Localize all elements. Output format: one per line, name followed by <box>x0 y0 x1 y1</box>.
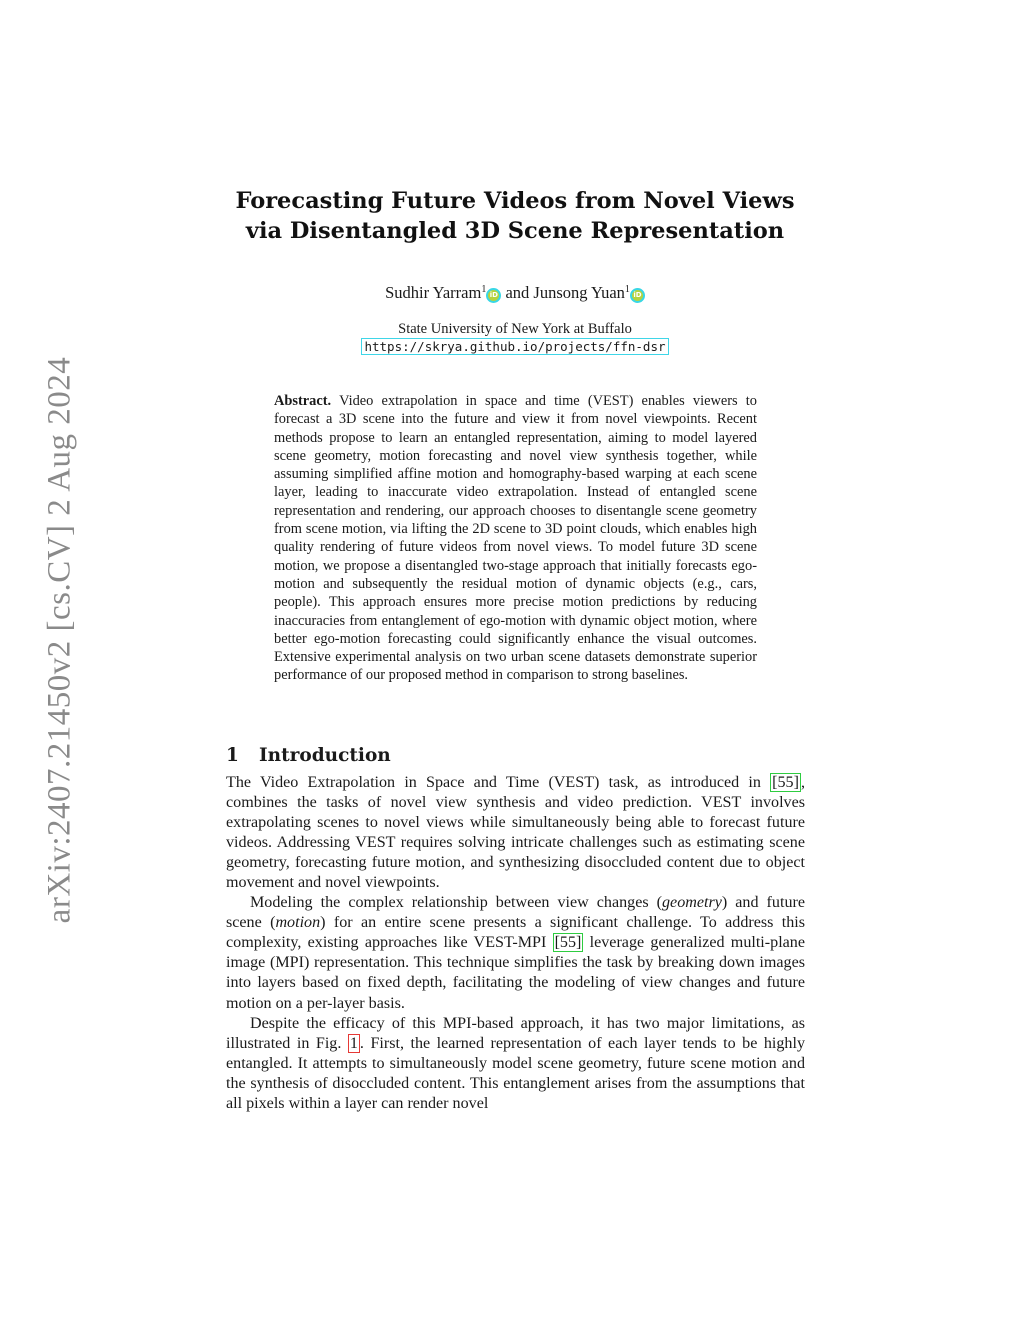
paper-title <box>200 186 830 246</box>
abstract-label: Abstract. <box>274 393 332 409</box>
citation-link[interactable]: [55] <box>772 774 799 791</box>
author-name: Junsong Yuan <box>533 283 625 302</box>
citation-link[interactable]: [55] <box>554 934 582 952</box>
affiliation-marker: 1 <box>481 284 487 295</box>
orcid-icon[interactable]: iD <box>631 289 644 302</box>
text-run: Modeling the complex relationship between view changes ( <box>250 894 662 912</box>
abstract <box>274 392 757 685</box>
project-url-link[interactable]: https://skrya.github.io/projects/ffn-dsr <box>361 338 668 355</box>
affiliation: State University of New York at Buffalo <box>398 321 632 337</box>
text-run: leverage generalized multi-plane image (MPI) representation. This technique simplifies the task by breaking down images into layers based on fixed depth, facilitating the modeling of view changes and future motion on a per-layer basis. <box>226 934 805 1012</box>
paragraph <box>226 1014 805 1114</box>
emphasis: motion <box>275 914 321 932</box>
text-run: The Video Extrapolation in Space and Time (VEST) task, as introduced in <box>226 774 771 791</box>
affiliation-marker: 1 <box>624 284 630 295</box>
paragraph <box>226 773 805 893</box>
text-run: , combines the tasks of novel view synthesis and video prediction. VEST involves extrapolating scenes to novel views while simultaneously being able to forecast future videos. Addressing VEST requires solving intricate challenges such as estimating scene geometry, forecasting future motion, and synthesizing disoccluded content due to object movement and novel viewpoints. <box>226 774 805 892</box>
title-line-2: via Disentangled 3D Scene Representation <box>245 218 785 244</box>
abstract-text: Video extrapolation in space and time (VEST) enables viewers to forecast a 3D scene into the future and view it from novel viewpoints. Recent methods propose to learn an entangled representation, aiming to model layered scene geometry, motion forecasting and novel view synthesis together, while assuming simplified affine motion and homography-based warping at each scene layer, leading to inaccurate video extrapolation. Instead of entangled scene representation and rendering, our approach chooses to disentangle scene geometry from scene motion, via lifting the 2D scene to 3D point clouds, which enables high quality rendering of future videos from novel views. To model future 3D scene motion, we propose a disentangled two-stage approach that initially forecasts ego-motion and subsequently the residual motion of dynamic objects (e.g., cars, people). This approach ensures more precise motion predictions by reducing inaccuracies from entanglement of ego-motion with dynamic object motion, where better ego-motion forecasting could significantly enhance the visual outcomes. Extensive experimental analysis on two urban scene datasets demonstrate superior performance of our proposed method in comparison to strong baselines. <box>274 393 757 684</box>
figure-ref-link[interactable]: 1 <box>349 1034 358 1052</box>
section-number: 1 <box>226 745 239 766</box>
text-run: Despite the efficacy of this MPI-based approach, it has two major limitations, as illustrated in Fig. <box>226 1014 805 1052</box>
emphasis: geometry <box>662 894 722 912</box>
title-line-1: Forecasting Future Videos from Novel Views <box>235 188 795 214</box>
text-run: ) and future scene ( <box>226 894 805 932</box>
body-text <box>226 773 805 1114</box>
paragraph <box>226 893 805 1013</box>
arxiv-identifier: arXiv:2407.21450v2 [cs.CV] 2 Aug 2024 <box>41 356 78 924</box>
text-run: . First, the learned representation of each layer tends to be highly entangled. It attempts to simultaneously model scene geometry, future scene motion and the synthesis of disoccluded content. This entanglement arises from the assumptions that all pixels within a layer can render novel <box>226 1034 805 1112</box>
author-name: Sudhir Yarram <box>385 283 482 302</box>
section-title: Introduction <box>259 745 391 766</box>
author-conjunction: and <box>505 283 530 302</box>
text-run: ) for an entire scene presents a significant challenge. To address this complexity, existing approaches like VEST-MPI <box>226 914 805 952</box>
author-list <box>200 283 830 303</box>
affiliation-block <box>200 320 830 356</box>
section-heading <box>226 745 391 766</box>
orcid-icon[interactable]: iD <box>487 289 500 302</box>
